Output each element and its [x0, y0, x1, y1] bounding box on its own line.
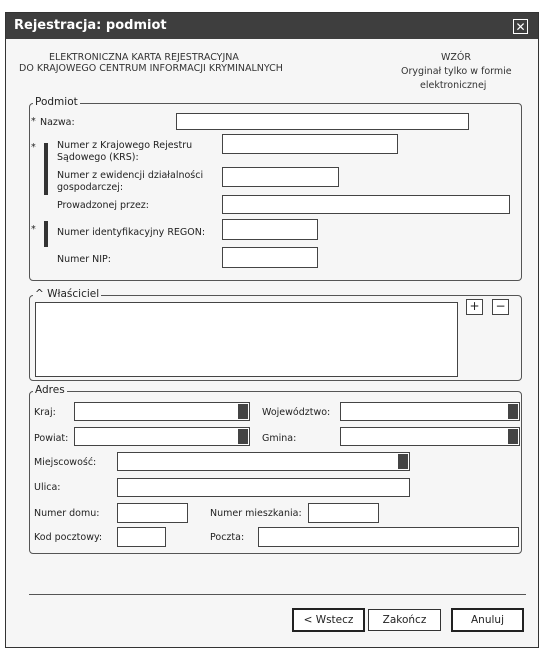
footer-separator	[29, 594, 526, 595]
window-title: Rejestracja: podmiot	[14, 18, 167, 33]
finish-button[interactable]: Zakończ	[368, 609, 441, 631]
krs-required-mark: *	[31, 142, 36, 153]
ewidencja-label-1: Numer z ewidencji działalności	[57, 170, 204, 181]
nazwa-input[interactable]	[176, 113, 469, 130]
podmiot-legend: Podmiot	[35, 96, 78, 108]
regon-input[interactable]	[222, 219, 318, 240]
wojewodztwo-label: Województwo:	[262, 407, 331, 418]
title-bar	[6, 13, 538, 39]
poczta-input[interactable]	[258, 527, 519, 547]
prowadzonej-label: Prowadzonej przez:	[57, 200, 149, 211]
wojewodztwo-dropdown-icon[interactable]	[508, 404, 518, 419]
ulica-input[interactable]	[117, 478, 410, 497]
gmina-select[interactable]	[340, 427, 520, 446]
header-line-1: ELEKTRONICZNA KARTA REJESTRACYJNA	[49, 52, 239, 63]
krs-label-1: Numer z Krajowego Rejestru	[57, 140, 193, 151]
header-line-2: DO KRAJOWEGO CENTRUM INFORMACJI KRYMINALNYCH	[19, 63, 283, 74]
add-owner-button[interactable]: +	[466, 299, 483, 315]
miejscowosc-dropdown-icon[interactable]	[398, 454, 408, 469]
miejscowosc-select[interactable]	[117, 452, 410, 471]
numer-domu-label: Numer domu:	[34, 508, 100, 519]
ulica-label: Ulica:	[34, 482, 61, 493]
regon-required-mark: *	[31, 224, 36, 235]
numer-mieszkania-label: Numer mieszkania:	[210, 508, 302, 519]
miejscowosc-label: Miejscowość:	[34, 457, 97, 468]
remove-owner-button[interactable]: −	[492, 299, 509, 315]
back-button[interactable]: < Wstecz	[292, 608, 365, 632]
nip-label: Numer NIP:	[57, 254, 111, 265]
numer-mieszkania-input[interactable]	[308, 503, 379, 523]
original-note-2: elektronicznej	[420, 80, 487, 91]
regon-required-bar	[44, 221, 48, 247]
adres-legend: Adres	[35, 384, 65, 396]
kod-pocztowy-input[interactable]	[117, 527, 166, 547]
original-note-1: Oryginał tylko w formie	[401, 66, 512, 77]
poczta-label: Poczta:	[210, 532, 245, 543]
kraj-select[interactable]	[74, 402, 250, 421]
krs-input[interactable]	[222, 134, 398, 154]
wzor-label: WZÓR	[441, 52, 471, 63]
ewidencja-label-2: gospodarczej:	[57, 182, 124, 193]
powiat-label: Powiat:	[34, 433, 69, 444]
nip-input[interactable]	[222, 247, 318, 268]
krs-label-2: Sądowego (KRS):	[57, 152, 139, 163]
close-button[interactable]: ✕	[513, 19, 528, 34]
wlasciciel-list[interactable]	[35, 302, 458, 377]
wojewodztwo-select[interactable]	[340, 402, 520, 421]
required-group-bar	[44, 143, 48, 195]
ewidencja-input[interactable]	[222, 167, 339, 187]
gmina-label: Gmina:	[262, 433, 297, 444]
numer-domu-input[interactable]	[117, 503, 188, 523]
nazwa-label: Nazwa:	[40, 117, 75, 128]
cancel-button[interactable]: Anuluj	[451, 608, 524, 632]
powiat-select[interactable]	[74, 427, 250, 446]
kod-pocztowy-label: Kod pocztowy:	[34, 532, 103, 543]
prowadzonej-input[interactable]	[222, 195, 510, 214]
kraj-label: Kraj:	[34, 407, 56, 418]
wlasciciel-legend[interactable]: ^ Właściciel	[35, 288, 100, 300]
kraj-dropdown-icon[interactable]	[238, 404, 248, 419]
gmina-dropdown-icon[interactable]	[508, 429, 518, 444]
regon-label: Numer identyfikacyjny REGON:	[57, 227, 206, 238]
nazwa-required-mark: *	[31, 116, 36, 127]
powiat-dropdown-icon[interactable]	[238, 429, 248, 444]
